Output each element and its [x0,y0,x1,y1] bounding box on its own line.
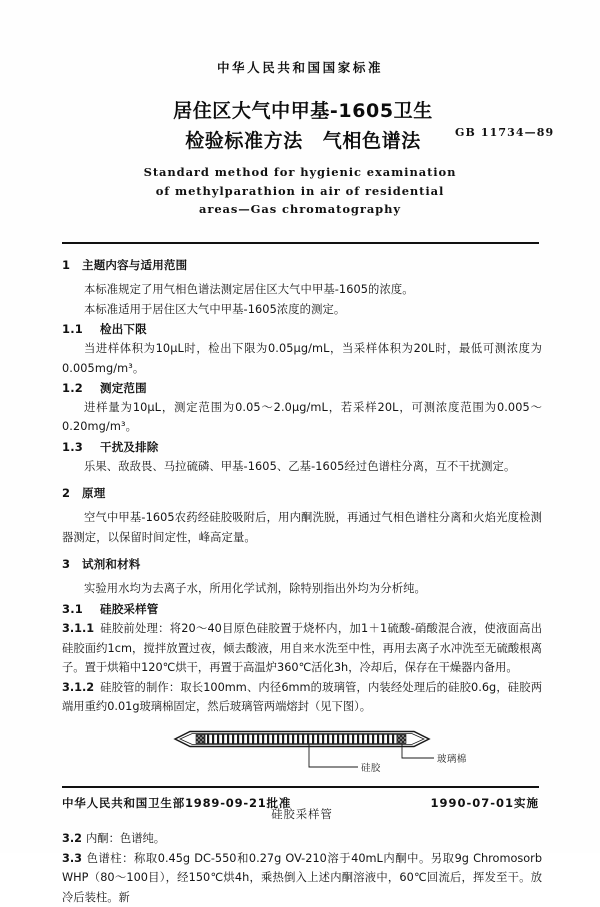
section-1-paragraph-1: 本标准规定了用气相色谱法测定居住区大气中甲基-1605的浓度。 [84,283,414,296]
section-3-title: 试剂和材料 [82,557,141,572]
section-1-1-paragraph: 当进样体积为10μL时，检出下限为0.05μg/mL，当采样体积为20L时，最低可测浓度为0.005mg/m³。 [62,342,542,375]
section-1-2-number: 1.2 [62,381,83,395]
silica-gel-leader-line [309,744,358,767]
section-1-2-paragraph: 进样量为10μL，测定范围为0.05～2.0μg/mL，若采样20L，可测浓度范围为0.005～0.20mg/m³。 [62,401,542,434]
section-3-paragraph: 实验用水均为去离子水，所用化学试剂，除特别指出外均为分析纯。 [84,582,426,596]
section-1-2-heading [62,378,542,398]
approval-notice: 中华人民共和国卫生部1989-09-21批准 [62,796,292,810]
section-2-paragraph: 空气中甲基-1605农药经硅胶吸附后，用内酮洗脱，再通过气相色谱柱分离和火焰光度检测器测定，以保留时间定性，峰高定量。 [62,511,542,544]
section-1-title: 主题内容与适用范围 [82,258,188,272]
section-1-2-title: 测定范围 [100,381,147,395]
section-3-2-text: 内酮：色谱纯。 [86,831,166,845]
silica-gel-label: 硅胶 [361,762,381,774]
spacer [62,547,542,554]
chinese-title-line2a: 检验标准方法 [185,130,303,152]
chinese-title-line2b: 气相色谱法 [322,130,421,152]
spacer [62,476,542,483]
glass-wool-plug-left [196,734,205,743]
section-3-1-2 [62,678,542,717]
section-3-1-heading [62,599,542,619]
section-3-3 [62,849,542,907]
chinese-title-line1: 居住区大气中甲基-1605卫生 [173,100,433,122]
section-3-1-1 [62,619,542,678]
section-3-heading [62,554,542,574]
section-1-number: 1 [62,258,71,272]
section-3-number: 3 [62,557,71,572]
footer-divider [62,786,539,788]
glass-wool-plug-right [397,734,406,743]
glass-wool-label: 玻璃棉 [437,753,467,765]
section-3-1-title: 硅胶采样管 [100,602,159,616]
section-1-heading [62,255,542,275]
section-3-3-text: 色谱柱：称取0.45g DC-550和0.27g OV-210溶于40mL内酮中。另取9g Chromosorb WHP（80～100目），经150℃烘4h，乘热倒入上述内酮溶液中，60℃回流后，挥发至干。放冷后装柱。新 [62,851,542,904]
section-1-1-number: 1.1 [62,322,83,337]
figure-caption: 硅胶采样管 [271,807,333,821]
section-3-2-number: 3.2 [62,831,83,845]
section-3-1-1-number: 3.1.1 [62,622,95,635]
english-title-line1: Standard method for hygienic examination [143,165,457,179]
section-1-3-title: 干扰及排除 [100,439,159,454]
section-1-3-paragraph: 乐果、敌敌畏、马拉硫磷、甲基-1605、乙基-1605经过色谱柱分离，互不干扰测定。 [84,459,516,473]
standard-number: GB 11734—89 [455,126,555,139]
section-3-3-number: 3.3 [62,851,83,865]
section-2-heading [62,483,542,503]
section-1-1-title: 检出下限 [100,322,147,337]
silica-gel-packing [205,734,397,743]
national-standard-header: 中华人民共和国国家标准 [216,60,384,75]
section-1-3-heading [62,437,542,457]
section-3-1-1-text: 硅胶前处理：将20～40目原色硅胶置于烧杯内，加1＋1硫酸-硝酸混合液，使液面高出硅胶面约1cm，搅拌放置过夜，倾去酸液，用自来水洗至中性，再用去离子水冲洗至无硫酸根离子。置于烘箱中120℃烘干，再置于高温炉360℃活化3h，冷却后，保存在干燥器内备用。 [62,622,542,675]
section-3-1-number: 3.1 [62,602,83,616]
implementation-date: 1990-07-01实施 [430,796,539,810]
header-divider [62,242,539,244]
section-2-title: 原理 [82,486,106,501]
english-title [0,163,600,219]
section-1-paragraph-2: 本标准适用于居住区大气中甲基-1605浓度的测定。 [84,302,346,316]
page-footer [62,793,539,813]
section-2-number: 2 [62,486,71,501]
english-title-line3: areas—Gas chromatography [199,202,401,216]
section-3-1-2-number: 3.1.2 [62,680,95,694]
section-1-3-number: 1.3 [62,439,83,454]
section-1-1-heading [62,319,542,339]
section-3-2 [62,829,542,849]
section-3-1-2-text: 硅胶管的制作：取长100mm、内径6mm的玻璃管，内装经处理后的硅胶0.6g，硅胶两端用重约0.01g玻璃棉固定，然后玻璃管两端熔封（见下图）。 [62,680,542,714]
spacer [62,822,542,829]
english-title-line2: of methylparathion in air of residential [155,183,445,198]
